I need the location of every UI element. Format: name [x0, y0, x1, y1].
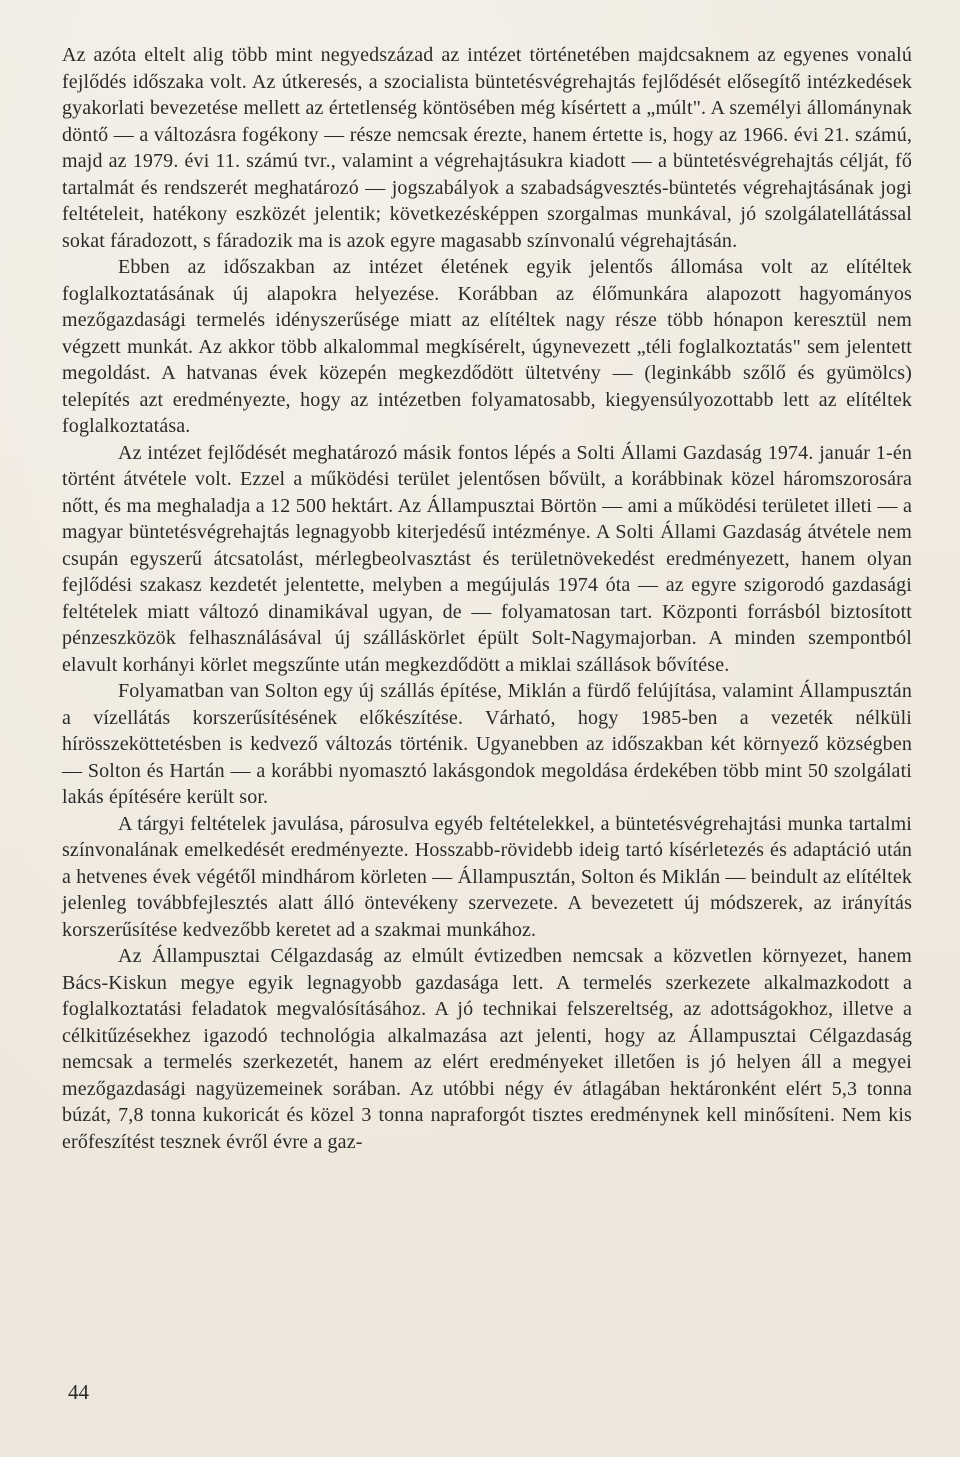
body-text — [62, 42, 912, 1155]
paragraph-6: Az Állampusztai Célgazdaság az elmúlt évtizedben nemcsak a közvetlen környezet, hanem Bács-Kiskun megye egyik legnagyobb gazdasága lett. A termelés szerkezete alkalmazkodott a foglalkoztatási feladatok megvalósításához. A jó technikai felszereltség, az adottságokhoz, illetve a célkitűzésekhez igazodó technológia alkalmazása azt jelenti, hogy az Állampusztai Célgazdaság nemcsak a termelés szerkezetét, hanem az elért eredményeket illetően is jó helyen áll a megyei mezőgazdasági nagyüzemeinek sorában. Az utóbbi négy év átlagában hektáronként elért 5,3 tonna búzát, 7,8 tonna kukoricát és közel 3 tonna napraforgót tisztes eredménynek kell minősíteni. Nem kis erőfeszítést tesznek évről évre a gaz- — [62, 945, 912, 1153]
paragraph-5: A tárgyi feltételek javulása, párosulva egyéb feltételekkel, a büntetésvégrehajtási munka tartalmi színvonalának emelkedését eredményezte. Hosszabb-rövidebb ideig tartó kísérletezés és adaptáció után a hetvenes évek végétől mindhárom körleten — Állampusztán, Solton és Miklán — beindult az elítéltek jelenleg továbbfejlesztés alatt álló öntevékeny szervezete. A bevezetett új módszerek, az irányítás korszerűsítése kedvezőbb keretet ad a szakmai munkához. — [62, 812, 912, 941]
paragraph-4: Folyamatban van Solton egy új szállás építése, Miklán a fürdő felújítása, valamint Állampusztán a vízellátás korszerűsítésének előkészítése. Várható, hogy 1985-ben a vezeték nélküli hírösszeköttetésben is kedvező változás történik. Ugyanebben az időszakban két környező községben — Solton és Hartán — a korábbi nyomasztó lakásgondok megoldása érdekében több mint 50 szolgálati lakás építésére került sor. — [62, 680, 912, 808]
paragraph-1: Az azóta eltelt alig több mint negyedszázad az intézet történetében majdcsaknem az egyenes vonalú fejlődés időszaka volt. Az útkeresés, a szocialista büntetésvégrehajtás fejlődését elősegítő intézkedések gyakorlati bevezetése mellett az értetlenség köntösében még kísértett a „múlt". A személyi állománynak döntő — a változásra fogékony — része nemcsak érezte, hanem értette is, hogy az 1966. évi 21. számú, majd az 1979. évi 11. számú tvr., valamint a végrehajtásukra kiadott — a büntetésvégrehajtás célját, fő tartalmát és rendszerét meghatározó — jogszabályok a szabadságvesztés-büntetés végrehajtásának jogi feltételeit, hatékony eszközét jelentik; következésképpen szorgalmas munkával, jó szolgálatellátással sokat fáradozott, s fáradozik ma is azok egyre magasabb színvonalú végrehajtásán. — [62, 44, 912, 252]
paragraph-2: Ebben az időszakban az intézet életének egyik jelentős állomása volt az elítéltek foglalkoztatásának új alapokra helyezése. Korábban az élőmunkára alapozott hagyományos mezőgazdasági termelés idényszerűsége miatt az elítéltek nagy része több hónapon keresztül nem végzett munkát. Az akkor több alkalommal megkísérelt, úgynevezett „téli foglalkoztatás" sem jelentett megoldást. A hatvanas évek közepén megkezdődött ültetvény — (leginkább szőlő és gyümölcs) telepítés azt eredményezte, hogy az intézetben folyamatosabb, kiegyensúlyozottabb lett az elítéltek foglalkoztatása. — [62, 256, 912, 437]
page-number: 44 — [68, 1380, 89, 1404]
paragraph-3: Az intézet fejlődését meghatározó másik fontos lépés a Solti Állami Gazdaság 1974. január 1-én történt átvétele volt. Ezzel a működési terület jelentősen bővült, a korábbinak közel háromszorosára nőtt, és ma meghaladja a 12 500 hektárt. Az Állampusztai Börtön — ami a működési területet illeti — a magyar büntetésvégrehajtás legnagyobb kiterjedésű intézménye. A Solti Állami Gazdaság átvétele nem csupán egyszerű átcsatolást, mérlegbeolvasztást és területnövekedést eredményezett, hanem olyan fejlődési szakasz kezdetét jelentette, melyben a megújulás 1974 óta — az egyre szigorodó gazdasági feltételek miatt változó dinamikával ugyan, de — folyamatosan tart. Központi forrásból biztosított pénzeszközök felhasználásával új szálláskörlet épült Solt-Nagymajorban. A minden szempontból elavult korhányi körlet megszűnte után megkezdődött a miklai szállások bővítése. — [62, 441, 912, 676]
